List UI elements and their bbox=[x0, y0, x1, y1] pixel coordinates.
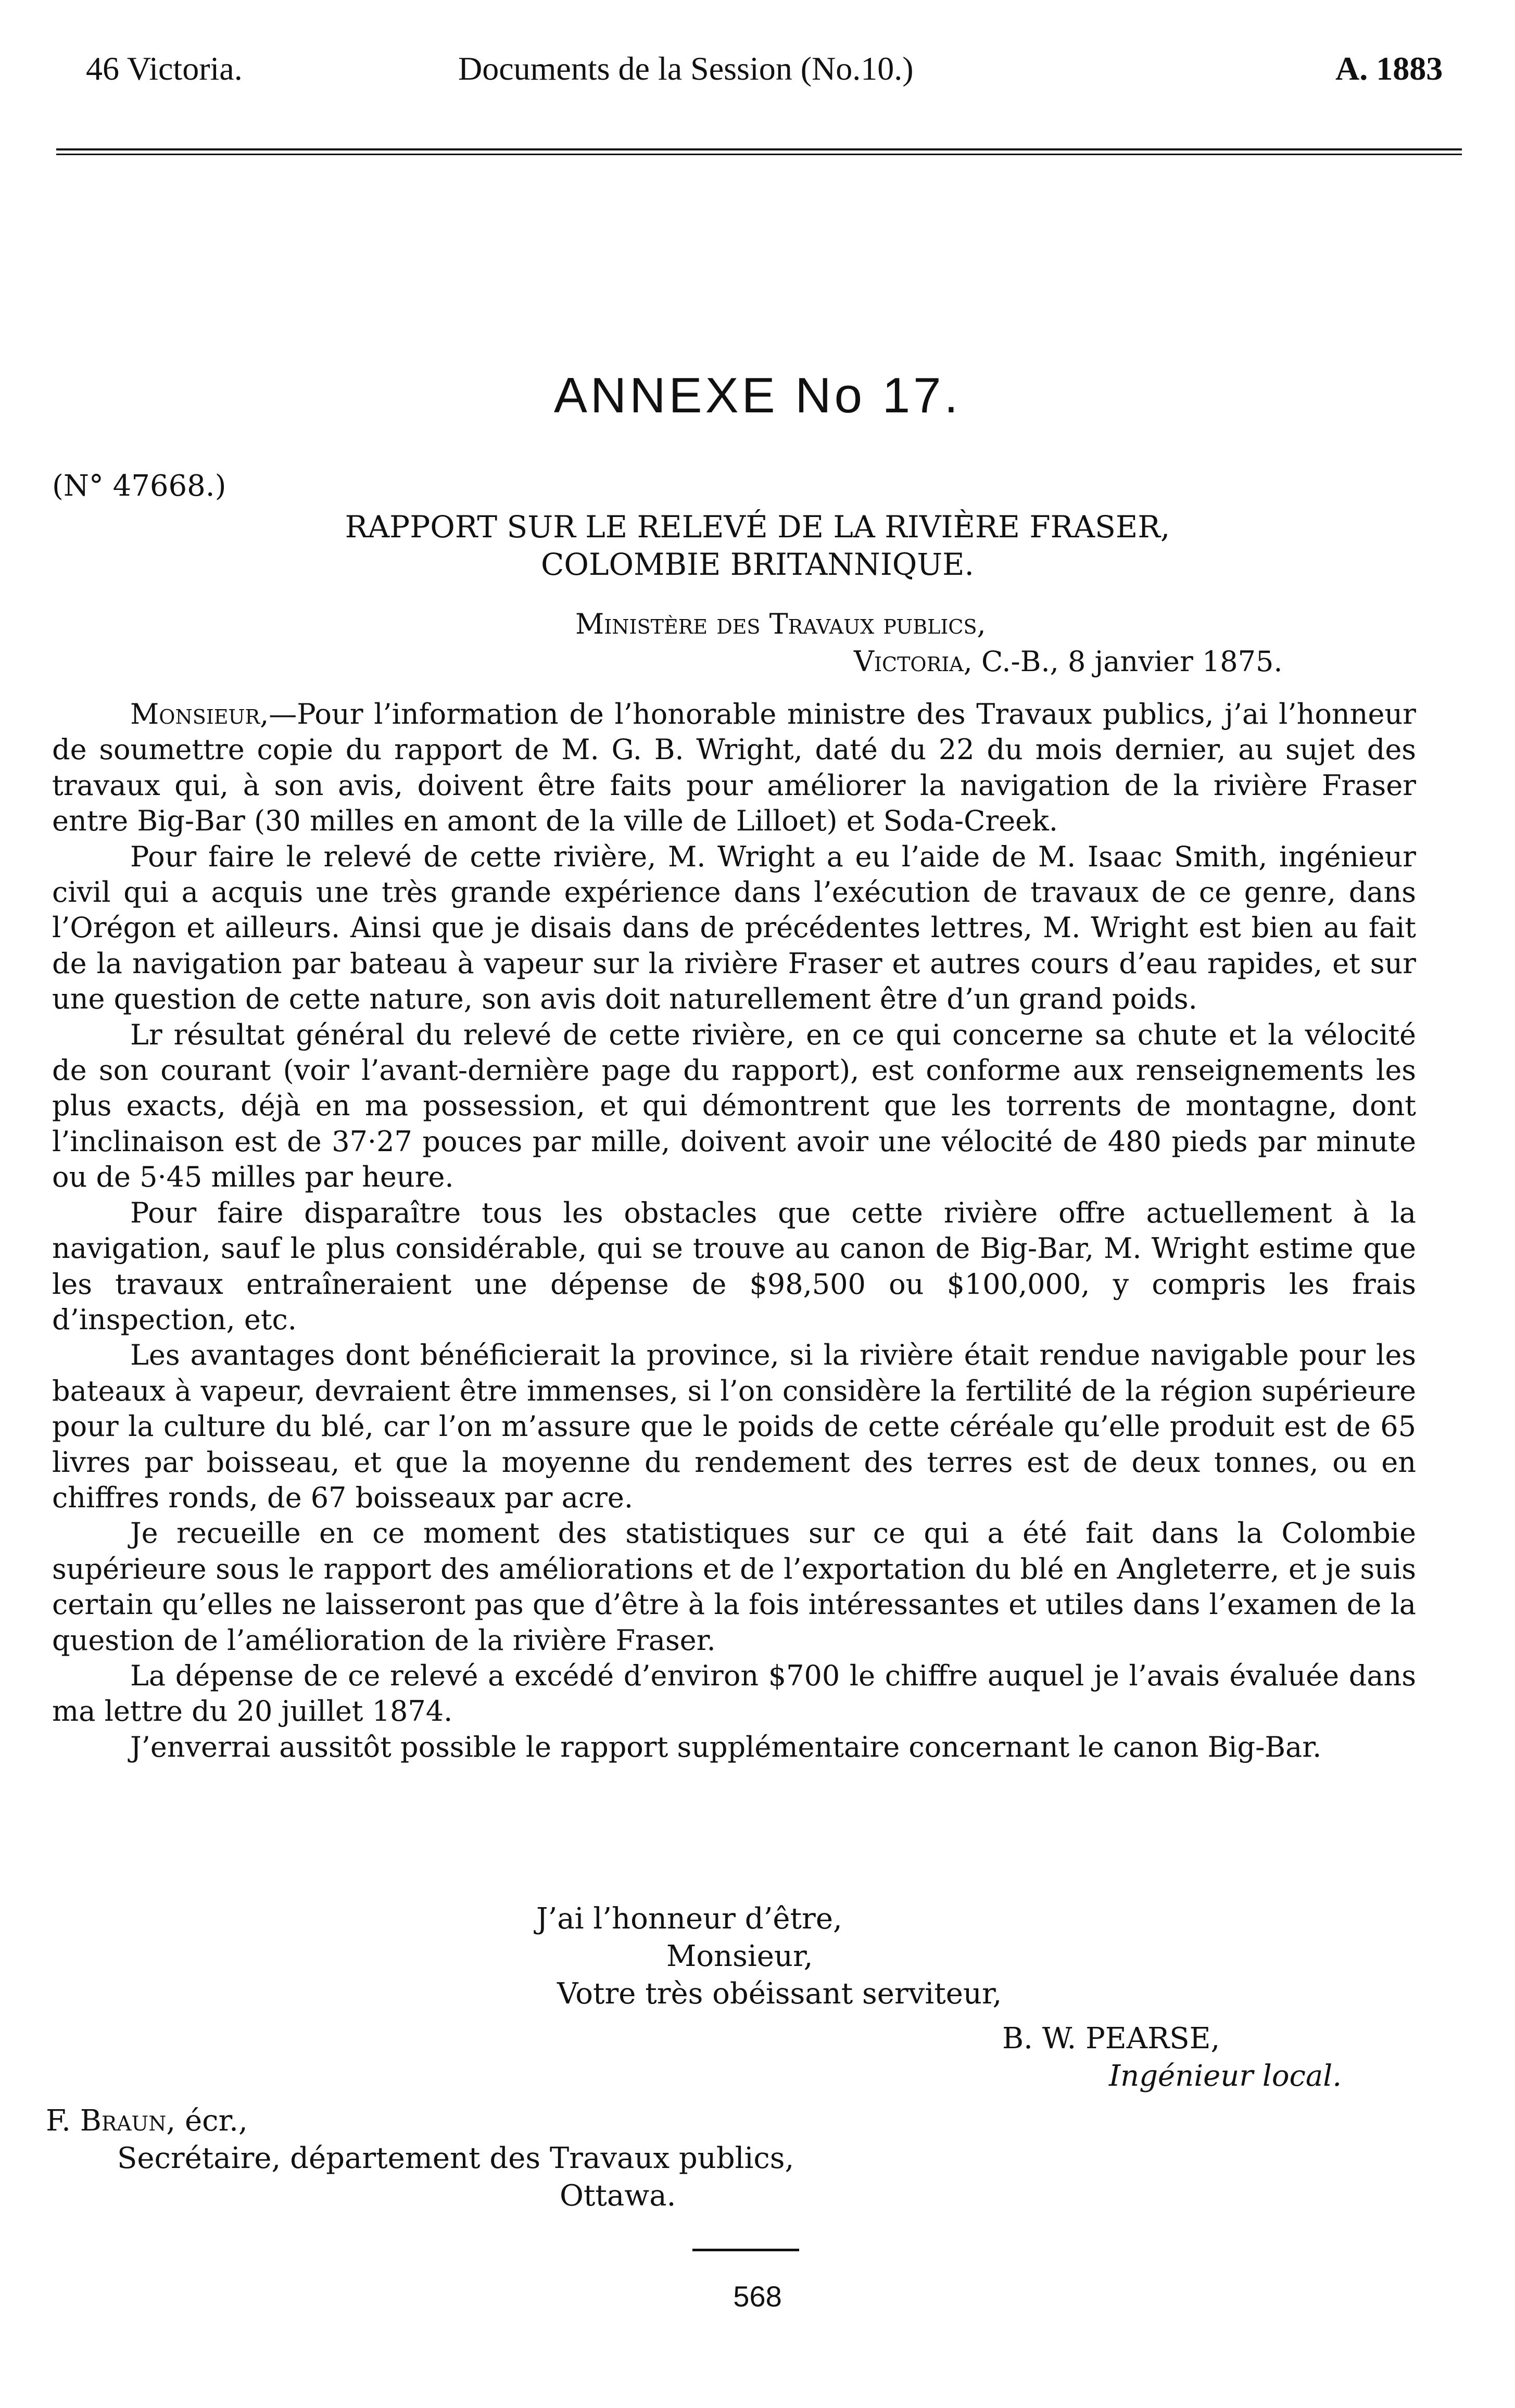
footer-rule bbox=[692, 2249, 799, 2251]
closing-line1: J’ai l’honneur d’être, bbox=[536, 1902, 842, 1936]
paragraph-8: J’enverrai aussitôt possible le rapport supplémentaire concernant le canon Big-Bar. bbox=[130, 1730, 1322, 1763]
report-title-line1: RAPPORT SUR LE RELEVÉ DE LA RIVIÈRE FRASER, bbox=[345, 509, 1170, 545]
paragraph-1 bbox=[52, 697, 1416, 839]
header-volume: 46 Victoria. bbox=[86, 50, 243, 87]
header-document-title: Documents de la Session (No.10.) bbox=[458, 50, 914, 87]
paragraph-6: Je recueille en ce moment des statistiques sur ce qui a été fait dans la Colombie supérieure sous le rapport des améliorations et de l’exportation du blé en Angleterre, et je suis certain qu’elles ne laisseront pas que d’être à la fois intéressantes et utiles dans l’examen de la question de l’amélioration de la rivière Fraser. bbox=[52, 1517, 1416, 1657]
annex-title: ANNEXE No 17. bbox=[553, 368, 962, 423]
signatory-name: B. W. PEARSE, bbox=[1002, 2022, 1220, 2056]
addressee-name bbox=[46, 2102, 248, 2140]
reference-number: (N° 47668.) bbox=[52, 469, 226, 503]
dateline-place-date bbox=[854, 645, 1283, 679]
header-rule-bottom bbox=[56, 154, 1462, 155]
paragraph-7: La dépense de ce relevé a excédé d’environ $700 le chiffre auquel je l’avais évaluée dans ma lettre du 20 juillet 1874. bbox=[52, 1659, 1416, 1728]
page-number: 568 bbox=[733, 2280, 782, 2313]
letter-body bbox=[52, 697, 1416, 1765]
paragraph-4: Pour faire disparaître tous les obstacles que cette rivière offre actuellement à la navigation, sauf le plus considérable, qui se trouve au canon de Big-Bar, M. Wright estime que les travaux entraîneraient une dépense de $98,500 ou $100,000, y compris les frais d’inspection, etc. bbox=[52, 1196, 1416, 1336]
addressee-position: Secrétaire, département des Travaux publics, bbox=[117, 2141, 794, 2175]
salutation: Monsieur, bbox=[130, 698, 269, 730]
report-title-line2: COLOMBIE BRITANNIQUE. bbox=[541, 547, 974, 582]
signatory-title: Ingénieur local. bbox=[1109, 2059, 1342, 2093]
addressee-city: Ottawa. bbox=[560, 2179, 676, 2213]
header-year: A. 1883 bbox=[1335, 50, 1443, 87]
closing-line2: Monsieur, bbox=[666, 1939, 813, 1973]
paragraph-2: Pour faire le relevé de cette rivière, M. Wright a eu l’aide de M. Isaac Smith, ingénieur civil qui a acquis une très grande expérience dans l’exécution de travaux de ce genre, dans l’Orégon et ailleurs. Ainsi que je disais dans de précédentes lettres, M. Wright est bien au fait de la navigation par bateau à vapeur sur la rivière Fraser et autres cours d’eau rapides, et sur une question de cette nature, son avis doit naturellement être d’un grand poids. bbox=[52, 840, 1416, 1016]
header-rule-top bbox=[56, 148, 1462, 150]
paragraph-5: Les avantages dont bénéficierait la province, si la rivière était rendue navigable pour les bateaux à vapeur, devraient être immenses, si l’on considère la fertilité de la région supérieure pour la culture du blé, car l’on m’assure que le poids de cette céréale qu’elle produit est de 65 livres par boisseau, et que la moyenne du rendement des terres est de deux tonnes, ou en chiffres ronds, de 67 boisseaux par acre. bbox=[52, 1339, 1416, 1514]
addressee-suffix: , écr., bbox=[166, 2104, 248, 2138]
paragraph-3: Lr résultat général du relevé de cette rivière, en ce qui concerne sa chute et la vélocité de son courant (voir l’avant-dernière page du rapport), est conforme aux renseignements les plus exacts, déjà en ma possession, et qui démontrent que les torrents de montagne, dont l’inclinaison est de 37·27 pouces par mille, doivent avoir une vélocité de 480 pieds par minute ou de 5·45 milles par heure. bbox=[52, 1018, 1416, 1194]
paragraph-1-text: —Pour l’information de l’honorable ministre des Travaux publics, j’ai l’honneur de soumettre copie du rapport de M. G. B. Wright, daté du 22 du mois dernier, au sujet des travaux qui, à son avis, doivent être faits pour améliorer la navigation de la rivière Fraser entre Big-Bar (30 milles en amont de la ville de Lilloet) et Soda-Creek. bbox=[52, 698, 1416, 838]
addressee-surname: Braun bbox=[80, 2104, 167, 2138]
dateline-ministry: Ministère des Travaux publics, bbox=[575, 608, 986, 640]
dateline-place: Victoria bbox=[854, 645, 964, 678]
closing-line3: Votre très obéissant serviteur, bbox=[557, 1977, 1002, 2011]
addressee-initial: F. bbox=[46, 2104, 80, 2138]
dateline-date: , C.-B., 8 janvier 1875. bbox=[963, 645, 1283, 678]
